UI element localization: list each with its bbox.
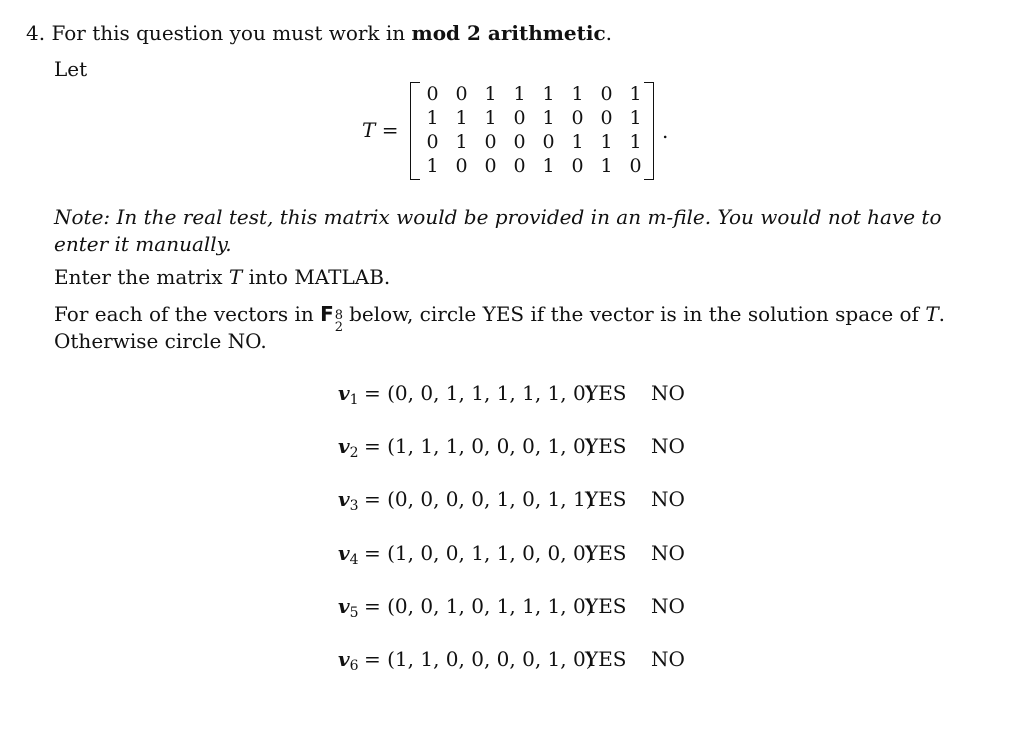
vector-label: $v_4$ — [338, 541, 359, 568]
question-prefix: For this question you must work in — [51, 21, 406, 45]
matrix-cell: 1 — [455, 107, 468, 129]
matrix-row — [418, 82, 650, 106]
vector-value: = (0, 0, 1, 1, 1, 1, 1, 0) — [364, 381, 594, 405]
no-option[interactable]: NO — [651, 541, 685, 565]
vector-value: = (1, 1, 0, 0, 0, 0, 1, 0) — [364, 647, 594, 671]
yes-option[interactable]: YES — [585, 487, 627, 511]
matrix-cell: 1 — [484, 83, 497, 105]
question-emphasis: mod 2 arithmetic — [411, 21, 606, 45]
vector-value: = (0, 0, 1, 0, 1, 1, 1, 0) — [364, 594, 594, 618]
matrix-cell: 1 — [426, 155, 439, 177]
matrix-name: T — [362, 118, 376, 142]
vector-label: $v_3$ — [338, 487, 359, 514]
question-suffix: . — [605, 21, 613, 45]
question-heading — [26, 20, 612, 46]
vector-value: = (0, 0, 0, 0, 1, 0, 1, 1) — [364, 487, 594, 511]
instruction-circle — [54, 301, 984, 355]
matrix-cell: 1 — [629, 131, 642, 153]
vector-label: $v_5$ — [338, 594, 359, 621]
no-option[interactable]: NO — [651, 647, 685, 671]
yes-option[interactable]: YES — [585, 434, 627, 458]
matrix-cell: 1 — [629, 83, 642, 105]
matrix-row — [418, 106, 650, 130]
vector-row — [338, 591, 698, 621]
field-letter: F — [320, 302, 334, 326]
matrix-cell: 1 — [542, 155, 555, 177]
field-symbol — [320, 302, 344, 335]
matrix-cell: 0 — [513, 155, 526, 177]
note-text: Note: In the real test, this matrix would be provided in an m-file. You would not have to enter it manually. — [54, 205, 942, 256]
matrix-cell: 1 — [629, 107, 642, 129]
matrix-cell: 1 — [484, 107, 497, 129]
vector-label: $v_1$ — [338, 381, 359, 408]
vector-label: $v_2$ — [338, 434, 359, 461]
matrix-cell: 0 — [629, 155, 642, 177]
matrix-cell: 0 — [484, 155, 497, 177]
vector-value: = (1, 1, 1, 0, 0, 0, 1, 0) — [364, 434, 594, 458]
no-option[interactable]: NO — [651, 487, 685, 511]
instruction1-var: T — [228, 265, 243, 289]
instruction1-suffix: into MATLAB. — [248, 265, 391, 289]
instruction-enter-matrix — [54, 264, 390, 290]
yes-option[interactable]: YES — [585, 647, 627, 671]
matrix-cell: 1 — [571, 131, 584, 153]
no-option[interactable]: NO — [651, 434, 685, 458]
matrix-cell: 1 — [600, 131, 613, 153]
yes-option[interactable]: YES — [585, 541, 627, 565]
matrix-period: . — [662, 119, 669, 143]
matrix-cell: 0 — [455, 83, 468, 105]
matrix-cell: 0 — [600, 83, 613, 105]
matrix-cell: 1 — [426, 107, 439, 129]
field-subscript: 2 — [334, 320, 344, 335]
no-option[interactable]: NO — [651, 594, 685, 618]
field-superscript: 8 — [334, 308, 344, 323]
matrix-cell: 1 — [455, 131, 468, 153]
vector-value: = (1, 0, 0, 1, 1, 0, 0, 0) — [364, 541, 594, 565]
matrix-cell: 0 — [455, 155, 468, 177]
vector-label: $v_6$ — [338, 647, 359, 674]
no-option[interactable]: NO — [651, 381, 685, 405]
matrix-cell: 0 — [513, 107, 526, 129]
vector-row — [338, 644, 698, 674]
instruction2-suffix: . Otherwise circle NO. — [54, 302, 946, 353]
instruction2-var: T — [925, 302, 939, 326]
matrix-cell: 1 — [542, 107, 555, 129]
instruction2-prefix: For each of the vectors in — [54, 302, 314, 326]
question-number: 4. — [26, 21, 46, 45]
matrix-row — [418, 130, 650, 154]
instruction2-middle: below, circle YES if the vector is in the solution space of — [349, 302, 919, 326]
instruction1-prefix: Enter the matrix — [54, 265, 223, 289]
matrix-cell: 0 — [426, 83, 439, 105]
yes-option[interactable]: YES — [585, 381, 627, 405]
matrix-equation-label — [362, 117, 398, 143]
matrix-cell: 0 — [426, 131, 439, 153]
matrix-row — [418, 154, 650, 178]
matrix-cell: 0 — [571, 155, 584, 177]
matrix-cell: 0 — [571, 107, 584, 129]
matrix-equals: = — [381, 118, 399, 142]
matrix-t — [410, 80, 654, 180]
matrix-cell: 1 — [600, 155, 613, 177]
vector-row — [338, 538, 698, 568]
matrix-cell: 1 — [571, 83, 584, 105]
vector-row — [338, 378, 698, 408]
matrix-cell: 0 — [484, 131, 497, 153]
matrix-cell: 0 — [542, 131, 555, 153]
vector-row — [338, 431, 698, 461]
matrix-cell: 1 — [542, 83, 555, 105]
vector-row — [338, 484, 698, 514]
let-label: Let — [54, 57, 88, 81]
yes-option[interactable]: YES — [585, 594, 627, 618]
matrix-cell: 1 — [513, 83, 526, 105]
matrix-cell: 0 — [600, 107, 613, 129]
matrix-cell: 0 — [513, 131, 526, 153]
